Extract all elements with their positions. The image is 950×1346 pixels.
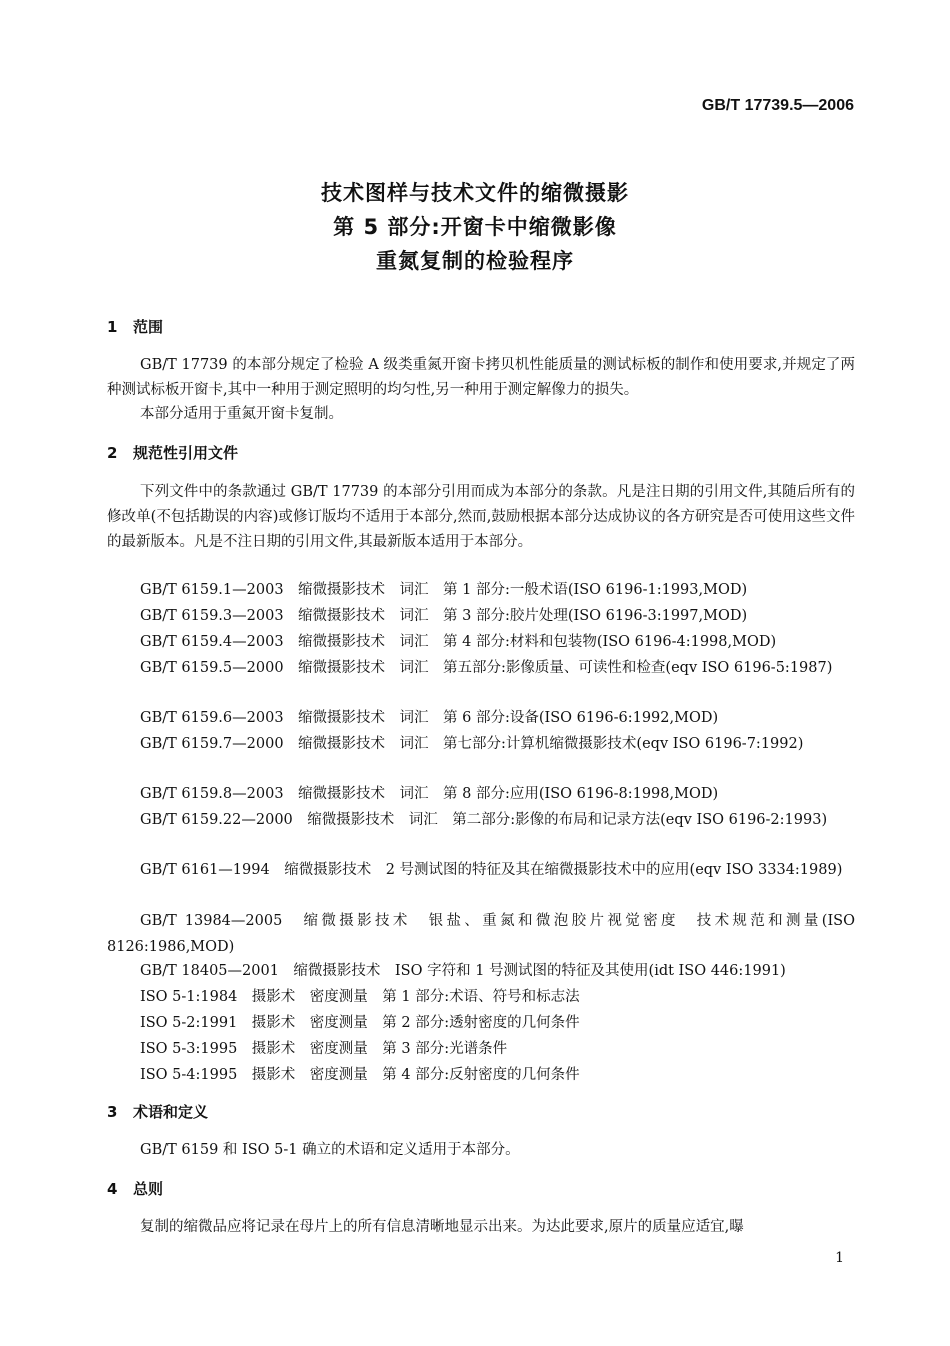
section-2-heading xyxy=(107,442,238,463)
reference-item: GB/T 6159.1—2003 缩微摄影技术 词汇 第 1 部分:一般术语(ISO 6196-1:1993,MOD) xyxy=(140,582,748,598)
reference-item: GB/T 6159.3—2003 缩微摄影技术 词汇 第 3 部分:胶片处理(ISO 6196-3:1997,MOD) xyxy=(140,608,748,624)
reference-item: GB/T 6161—1994 缩微摄影技术 2 号测试图的特征及其在缩微摄影技术中的应用(eqv ISO 3334:1989) xyxy=(140,862,843,878)
section-3-number: 3 xyxy=(107,1103,118,1121)
reference-item: GB/T 6159.22—2000 缩微摄影技术 词汇 第二部分:影像的布局和记录方法(eqv ISO 6196-2:1993) xyxy=(140,812,828,828)
reference-item: GB/T 6159.6—2003 缩微摄影技术 词汇 第 6 部分:设备(ISO 6196-6:1992,MOD) xyxy=(140,710,719,726)
document-title-line-2: 第 5 部分:开窗卡中缩微影像 xyxy=(333,215,617,239)
page-number: 1 xyxy=(835,1250,844,1266)
section-2-intro: 下列文件中的条款通过 GB/T 17739 的本部分引用而成为本部分的条款。凡是注日期的引用文件,其随后所有的修改单(不包括勘误的内容)或修订版均不适用于本部分,然而,鼓励根据本部分达成协议的各方研究是否可使用这些文件的最新版本。凡是不注日期的引用文件,其最新版本适用于本部分。 xyxy=(107,484,855,550)
section-1-title: 范围 xyxy=(133,318,164,336)
section-4-number: 4 xyxy=(107,1180,118,1198)
section-3-heading xyxy=(107,1101,208,1122)
section-3-title: 术语和定义 xyxy=(133,1103,209,1121)
document-title-line-1: 技术图样与技术文件的缩微摄影 xyxy=(321,181,629,205)
section-1-paragraph-2: 本部分适用于重氮开窗卡复制。 xyxy=(140,406,343,422)
reference-item: GB/T 6159.4—2003 缩微摄影技术 词汇 第 4 部分:材料和包装物(ISO 6196-4:1998,MOD) xyxy=(140,634,777,650)
section-4-paragraph-1: 复制的缩微品应将记录在母片上的所有信息清晰地显示出来。为达此要求,原片的质量应适宜,曝 xyxy=(140,1219,744,1235)
reference-item: GB/T 6159.5—2000 缩微摄影技术 词汇 第五部分:影像质量、可读性和检查(eqv ISO 6196-5:1987) xyxy=(140,660,833,676)
reference-item: GB/T 18405—2001 缩微摄影技术 ISO 字符和 1 号测试图的特征及其使用(idt ISO 446:1991) xyxy=(140,963,786,979)
reference-item: ISO 5-3:1995 摄影术 密度测量 第 3 部分:光谱条件 xyxy=(140,1041,508,1057)
reference-item: GB/T 13984—2005 缩微摄影技术 银盐、重氮和微泡胶片视觉密度 技术规范和测量(ISO 8126:1986,MOD) xyxy=(107,913,855,955)
section-2-number: 2 xyxy=(107,444,118,462)
section-1-number: 1 xyxy=(107,318,118,336)
reference-item: GB/T 6159.8—2003 缩微摄影技术 词汇 第 8 部分:应用(ISO 6196-8:1998,MOD) xyxy=(140,786,719,802)
section-4-title: 总则 xyxy=(133,1180,164,1198)
section-2-title: 规范性引用文件 xyxy=(133,444,239,462)
reference-item: ISO 5-4:1995 摄影术 密度测量 第 4 部分:反射密度的几何条件 xyxy=(140,1067,580,1083)
reference-item: GB/T 6159.7—2000 缩微摄影技术 词汇 第七部分:计算机缩微摄影技术(eqv ISO 6196-7:1992) xyxy=(140,736,804,752)
section-1-heading xyxy=(107,316,163,337)
section-1-paragraph-1: GB/T 17739 的本部分规定了检验 A 级类重氮开窗卡拷贝机性能质量的测试标板的制作和使用要求,并规定了两种测试标板开窗卡,其中一种用于测定照明的均匀性,另一种用于测定解像力的损失。 xyxy=(107,357,855,398)
document-title-line-3: 重氮复制的检验程序 xyxy=(376,249,574,273)
section-3-paragraph-1: GB/T 6159 和 ISO 5-1 确立的术语和定义适用于本部分。 xyxy=(140,1142,520,1158)
section-4-heading xyxy=(107,1178,163,1199)
reference-item: ISO 5-2:1991 摄影术 密度测量 第 2 部分:透射密度的几何条件 xyxy=(140,1015,580,1031)
standard-number: GB/T 17739.5—2006 xyxy=(701,97,854,114)
reference-item: ISO 5-1:1984 摄影术 密度测量 第 1 部分:术语、符号和标志法 xyxy=(140,989,580,1005)
